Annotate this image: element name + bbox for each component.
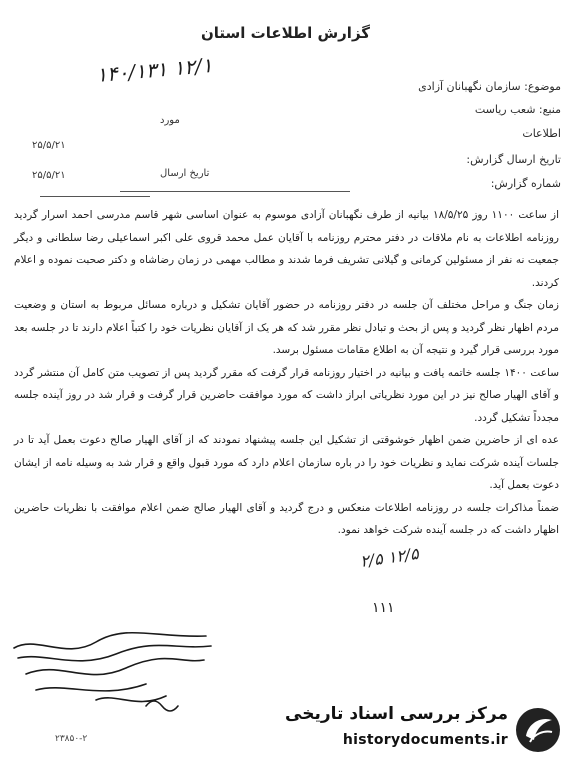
header-divider — [120, 191, 350, 192]
handwritten-mark-secondary: ۱۱۱ — [372, 600, 395, 616]
logo-title: مرکز بررسی اسناد تاریخی — [285, 704, 508, 724]
recipient-field: اطلاعات — [522, 127, 561, 140]
logo-url: historydocuments.ir — [342, 732, 508, 748]
source-field: منبع: شعب ریاست — [474, 103, 561, 116]
body-paragraph: زمان جنگ و مراحل مختلف آن جلسه در دفتر روزنامه در حضور آقایان تشکیل و درباره مسائل مربوط به استان و وضعیت مردم اظهار نظر گردید و پس از بحث و تبادل نظر مقرر شد که هر یک از آقایان نظریات خود را کتباً اعلام دارند تا در جلسه بعد مورد بررسی قرار گیرد و نتیجه آن به اطلاع مقامات مسئول برسد. — [14, 299, 559, 356]
date-value-1: ۲۵/۵/۲۱ — [32, 140, 66, 151]
body-paragraph: از ساعت ۱۱۰۰ روز ۱۸/۵/۲۵ بیانیه از طرف نگهبانان آزادی موسوم به عنوان اساسی شهر قاسم مدرسی احمد اسرار گردید روزنامه اطلاعات به نام ملاقات در دفتر محترم روزنامه با آقایان عمل محمد قروی علی اکبر اسماعیلی رضا سلطانی و دیگر جمعیت نه نفر از مسئولین کرمانی و گیلانی تشریف فرما شدند و مطالب مهمی در زمان رضاشاه و دکتر صحبت نموده و اعلام کردند. — [14, 209, 559, 289]
handwritten-marks: ۲/۵ ۱۲/۵ — [358, 543, 420, 572]
handwritten-signature — [6, 630, 216, 720]
subject-field: موضوع: سازمان نگهبانان آزادی — [418, 80, 561, 93]
ref-b-label: تاریخ ارسال — [160, 168, 210, 179]
report-number-field: شماره گزارش: — [490, 177, 561, 190]
document-title: گزارش اطلاعات استان — [200, 24, 371, 42]
report-date-field: تاریخ ارسال گزارش: — [466, 153, 561, 166]
archive-emblem-icon — [514, 706, 562, 754]
body-paragraph: ضمناً مذاکرات جلسه در روزنامه اطلاعات منعکس و درج گردید و آقای الهیار صالح ضمن اعلام موافقت با نظریات حاضرین اظهار داشت که در جلسه آینده شرکت خواهد نمود. — [14, 501, 559, 536]
report-body — [14, 204, 559, 542]
header-divider-short — [40, 196, 150, 197]
body-paragraph: ساعت ۱۴۰۰ جلسه خاتمه یافت و بیانیه در اختیار روزنامه قرار گرفت که مقرر گردید پس از تصویب متن کامل آن منتشر گردد و آقای الهیار صالح نیز در این مورد نظریاتی ابراز داشت که مورد موافقت حاضرین قرار گرفت و قرار شد در روز آینده جلسه مجدداً تشکیل گردد. — [14, 366, 559, 424]
handwritten-number: ۱۴۰/۱۳۱ ۱۲/۱ — [95, 52, 214, 88]
footer-number: ۲۳۸۵۰-۲ — [55, 734, 88, 744]
date-value-2: ۲۵/۵/۲۱ — [32, 170, 66, 181]
archive-logo — [285, 702, 566, 760]
ref-a-label: مورد — [160, 115, 180, 126]
body-paragraph: عده ای از حاضرین ضمن اظهار خوشوقتی از تشکیل این جلسه پیشنهاد نمودند که از آقای الهیار صالح دعوت بعمل آید تا در جلسات آینده شرکت نماید و نظریات خود را در باره سازمان اعلام دارد که مورد قبول واقع و قرار شد به وسیله نامه از ایشان دعوت بعمل آید. — [14, 434, 559, 491]
